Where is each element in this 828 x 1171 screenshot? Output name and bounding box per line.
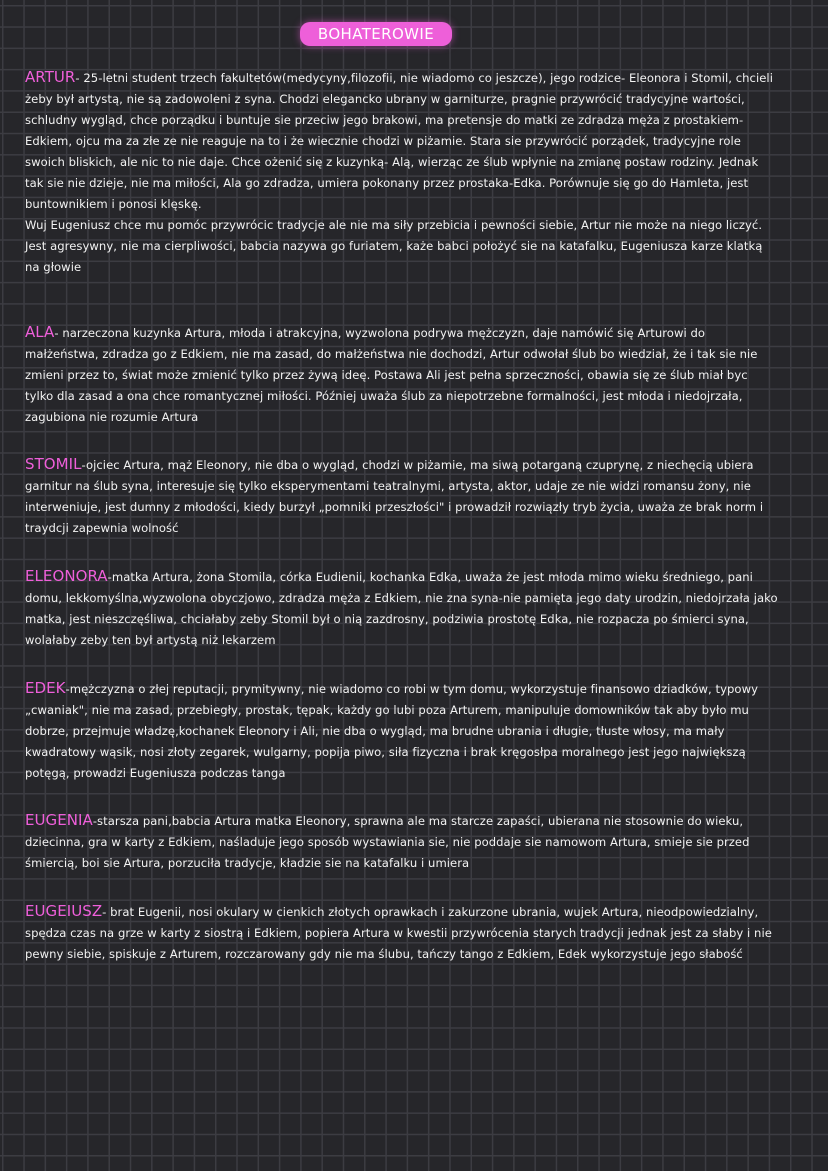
character-name: ARTUR — [25, 68, 76, 86]
character-description: - brat Eugenii, nosi okulary w cienkich złotych oprawkach i zakurzone ubrania, wujek Artura, nieodpowiedzialny, spędza czas na grze w karty z siostrą i Edkiem, popiera Artura w kwestii przywrócenia starych tradycji jednak jest za słaby i nie pewny siebie, spiskuje z Arturem, rozczarowany gdy nie ma ślubu, tańczy tango z Edkiem, Edek wykorzystuje jego słabość — [25, 905, 772, 961]
character-entry-edek — [25, 678, 779, 784]
character-name: ELEONORA — [25, 567, 108, 585]
character-paragraph — [25, 678, 779, 784]
character-description: - narzeczona kuzynka Artura, młoda i atrakcyjna, wyzwolona podrywa mężczyzn, daje namówić się Arturowi do małżeństwa, zdradza go z Edkiem, nie ma zasad, do małżeństwa nie dochodzi, Artur odwołał ślub bo wiedział, że i tak sie nie zmieni przez to, świat może zmienić tylko przez żywą ideę. Postawa Ali jest pełna sprzeczności, obawia się ze ślub miał byc tylko dla zasad a ona chce romantycznej miłości. Później uważa ślub za niepotrzebne formalności, jest młoda i niedojrzała, zagubiona nie rozumie Artura — [25, 326, 758, 424]
character-paragraph — [25, 901, 779, 965]
character-paragraph — [25, 566, 779, 651]
character-paragraph — [25, 67, 779, 215]
character-description: -matka Artura, żona Stomila, córka Eudienii, kochanka Edka, uważa że jest młoda mimo wieku średniego, pani domu, lekkomyślna,wyzwolona obyczjowo, zdradza męża z Edkiem, nie zna syna-nie pamięta jego daty urodzin, niedojrzała jako matka, jest nieszczęśliwa, chciałaby zeby Stomil był o nią zazdrosny, podziwia prostotę Edka, nie rozpacza po śmierci syna, wolałaby zeby ten był artystą niż lekarzem — [25, 570, 778, 647]
character-name: EUGEIUSZ — [25, 902, 103, 920]
character-name: ALA — [25, 323, 55, 341]
character-paragraph — [25, 322, 779, 428]
character-name: STOMIL — [25, 455, 82, 473]
character-entry-ala — [25, 322, 779, 428]
character-description: -starsza pani,babcia Artura matka Eleonory, sprawna ale ma starcze zapaści, ubierana nie stosownie do wieku, dziecinna, gra w karty z Edkiem, naśladuje jego sposób wystawiania sie, nie poddaje sie namowom Artura, smieje sie przed śmiercią, boi sie Artura, porzuciła tradycje, kładzie sie na katafalku i umiera — [25, 814, 750, 870]
character-name: EUGENIA — [25, 811, 93, 829]
character-entry-stomil — [25, 454, 779, 539]
character-description: -ojciec Artura, mąż Eleonory, nie dba o wygląd, chodzi w piżamie, ma siwą potarganą czuprynę, z niechęcią ubiera garnitur na ślub syna, interesuje się tylko eksperymentami teatralnymi, artysta, aktor, udaje ze nie widzi romansu żony, nie interweniuje, jest dumny z młodości, kiedy burzył „pomniki przeszłości" i prowadził rozwiązły tryb życia, uważa ze brak norm i traydcji zapewnia wolność — [25, 458, 764, 535]
character-description: -mężczyzna o złej reputacji, prymitywny, nie wiadomo co robi w tym domu, wykorzystuje finansowo dziadków, typowy „cwaniak", nie ma zasad, przebiegły, prostak, tępak, każdy go lubi poza Arturem, manipuluje domowników tak aby było mu dobrze, przejmuje władzę,kochanek Eleonory i Ali, nie dba o wygląd, ma brudne ubrania i długie, tłuste włosy, ma mały kwadratowy wąsik, nosi złoty zegarek, wulgarny, popija piwo, siła fizyczna i brak kręgosłpa moralnego jest jego największą potęgą, prowadzi Eugeniusza podczas tanga — [25, 682, 759, 780]
character-paragraph-extra: Wuj Eugeniusz chce mu pomóc przywrócic tradycje ale nie ma siły przebicia i pewności siebie, Artur nie może na niego liczyć. Jest agresywny, nie ma cierpliwości, babcia nazywa go furiatem, każe babci położyć sie na katafalku, Eugeniusza karze klatką na głowie — [25, 218, 763, 274]
character-paragraph — [25, 454, 779, 539]
character-entry-artur — [25, 67, 779, 278]
character-entry-eleonora — [25, 566, 779, 651]
page-title: BOHATEROWIE — [300, 22, 452, 46]
character-paragraph — [25, 810, 779, 874]
character-entry-eugenia — [25, 810, 779, 874]
character-name: EDEK — [25, 679, 66, 697]
character-description: - 25-letni student trzech fakultetów(medycyny,filozofii, nie wiadomo co jeszcze), jego rodzice- Eleonora i Stomil, chcieli żeby był artystą, nie są zadowoleni z syna. Chodzi elegancko ubrany w garniturze, pragnie przywrócić tradycyjne wartości, schludny wygląd, chce porządku i buntuje sie przeciw jego brakowi, ma pretensje do matki ze zdradza męża z prostakiem-Edkiem, ojcu ma za złe ze nie reaguje na to i że wiecznie chodzi w piżamie. Stara sie przywrócić porządek, tradycyjne role swoich bliskich, ale nic to nie daje. Chce ożenić się z kuzynką- Alą, wierząc ze ślub wpłynie na zmianę postaw rodziny. Jednak tak sie nie dzieje, nie ma miłości, Ala go zdradza, umiera pokonany przez prostaka-Edka. Porównuje się go do Hamleta, jest buntownikiem i ponosi klęskę. — [25, 71, 773, 211]
character-entry-eugeiusz — [25, 901, 779, 965]
